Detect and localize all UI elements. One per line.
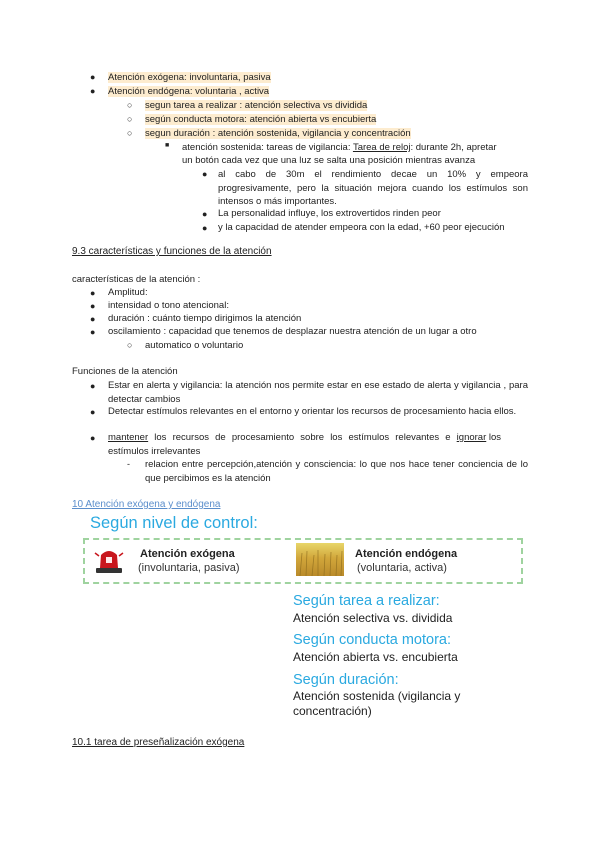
subsection-title: Funciones de la atención: [72, 366, 178, 377]
circle-bullet-icon: ○: [127, 128, 133, 138]
bullet-icon: ●: [90, 407, 96, 417]
list-item: [108, 432, 501, 443]
slide-motora-subtitle: Atención abierta vs. encubierta: [293, 650, 458, 664]
slide-tarea-subtitle: Atención selectiva vs. dividida: [293, 611, 453, 625]
list-item: segun duración : atención sostenida, vigilancia y concentración: [145, 128, 411, 139]
mantener-word: mantener: [108, 432, 149, 443]
endogena-title: Atención endógena: [355, 548, 458, 560]
slide-duracion-subtitle: Atención sostenida (vigilancia y: [293, 689, 461, 703]
slide-tarea-title: Según tarea a realizar:: [293, 593, 440, 609]
list-item: relacion entre percepción,atención y consciencia: lo que nos hace tener conciencia de lo que percibimos es la atención: [145, 459, 528, 484]
slide-control-title: Según nivel de control:: [90, 514, 258, 532]
exogena-subtitle: (involuntaria, pasiva): [138, 562, 240, 574]
ignorar-word: ignorar: [456, 432, 487, 443]
list-item: intensidad o tono atencional:: [108, 300, 229, 311]
list-item: Estar en alerta y vigilancia: la atención nos permite estar en ese estado de alerta y vigilancia , para detectar cambios: [108, 380, 528, 405]
bullet-icon: ●: [202, 169, 208, 179]
sost-text: atención sostenida: tareas de vigilancia:: [182, 142, 353, 153]
bullet-icon: ●: [90, 301, 96, 311]
square-bullet-icon: ■: [165, 142, 170, 149]
list-item-continuation: un botón cada vez que una luz se salta una posición mientras avanza: [182, 155, 476, 166]
list-item: Detectar estímulos relevantes en el entorno y orientar los recursos de procesamiento hacia ellos.: [108, 406, 517, 417]
bullet-icon: ●: [202, 223, 208, 233]
slide-duracion-title: Según duración:: [293, 672, 399, 688]
list-item: duración : cuánto tiempo dirigimos la atención: [108, 313, 302, 324]
list-item: Atención exógena: involuntaria, pasiva: [108, 72, 271, 83]
slide-motora-title: Según conducta motora:: [293, 632, 451, 648]
list-item: al cabo de 30m el rendimiento decae un 10% y empeora progresivamente, pero la situación mejora cuando los estímulos son intensos o más importantes.: [218, 169, 528, 207]
list-item: Atención endógena: voluntaria , activa: [108, 86, 270, 97]
endogena-subtitle: (voluntaria, activa): [357, 562, 447, 574]
section-heading: 10.1 tarea de preseñalización exógena: [72, 737, 245, 748]
list-item: automatico o voluntario: [145, 340, 244, 351]
alarm-light-icon: [93, 547, 125, 574]
bullet-icon: ●: [202, 209, 208, 219]
func3-text: los recursos de procesamiento sobre los estímulos relevantes e: [148, 432, 457, 443]
list-item: [182, 142, 497, 153]
list-item-continuation: estímulos irrelevantes: [108, 446, 201, 457]
bullet-icon: ●: [90, 433, 96, 443]
sost-text-end: : durante 2h, apretar: [410, 142, 497, 153]
list-item: y la capacidad de atender empeora con la edad, +60 peor ejecución: [218, 222, 505, 233]
bullet-icon: ●: [90, 86, 96, 96]
subsection-title: características de la atención :: [72, 274, 201, 285]
section-heading: 9.3 características y funciones de la atención: [72, 246, 272, 257]
bullet-icon: ●: [90, 314, 96, 324]
section-heading: 10 Atención exógena y endógena: [72, 499, 221, 510]
bullet-icon: ●: [90, 72, 96, 82]
list-item: Amplitud:: [108, 287, 148, 298]
list-item: La personalidad influye, los extrovertidos rinden peor: [218, 208, 441, 219]
dash-bullet-icon: -: [127, 459, 130, 469]
list-item: oscilamiento : capacidad que tenemos de desplazar nuestra atención de un lugar a otro: [108, 326, 477, 337]
slide-duracion-subtitle-2: concentración): [293, 704, 372, 718]
tarea-reloj-link: Tarea de reloj: [352, 142, 411, 153]
list-item: segun tarea a realizar : atención selectiva vs dividida: [145, 100, 368, 111]
circle-bullet-icon: ○: [127, 340, 133, 350]
exogena-title: Atención exógena: [140, 548, 235, 560]
bullet-icon: ●: [90, 327, 96, 337]
wheat-field-icon: [296, 543, 344, 576]
bullet-icon: ●: [90, 381, 96, 391]
list-item: según conducta motora: atención abierta vs encubierta: [145, 114, 377, 125]
bullet-icon: ●: [90, 288, 96, 298]
circle-bullet-icon: ○: [127, 114, 133, 124]
circle-bullet-icon: ○: [127, 100, 133, 110]
func3-end: los: [486, 432, 502, 443]
